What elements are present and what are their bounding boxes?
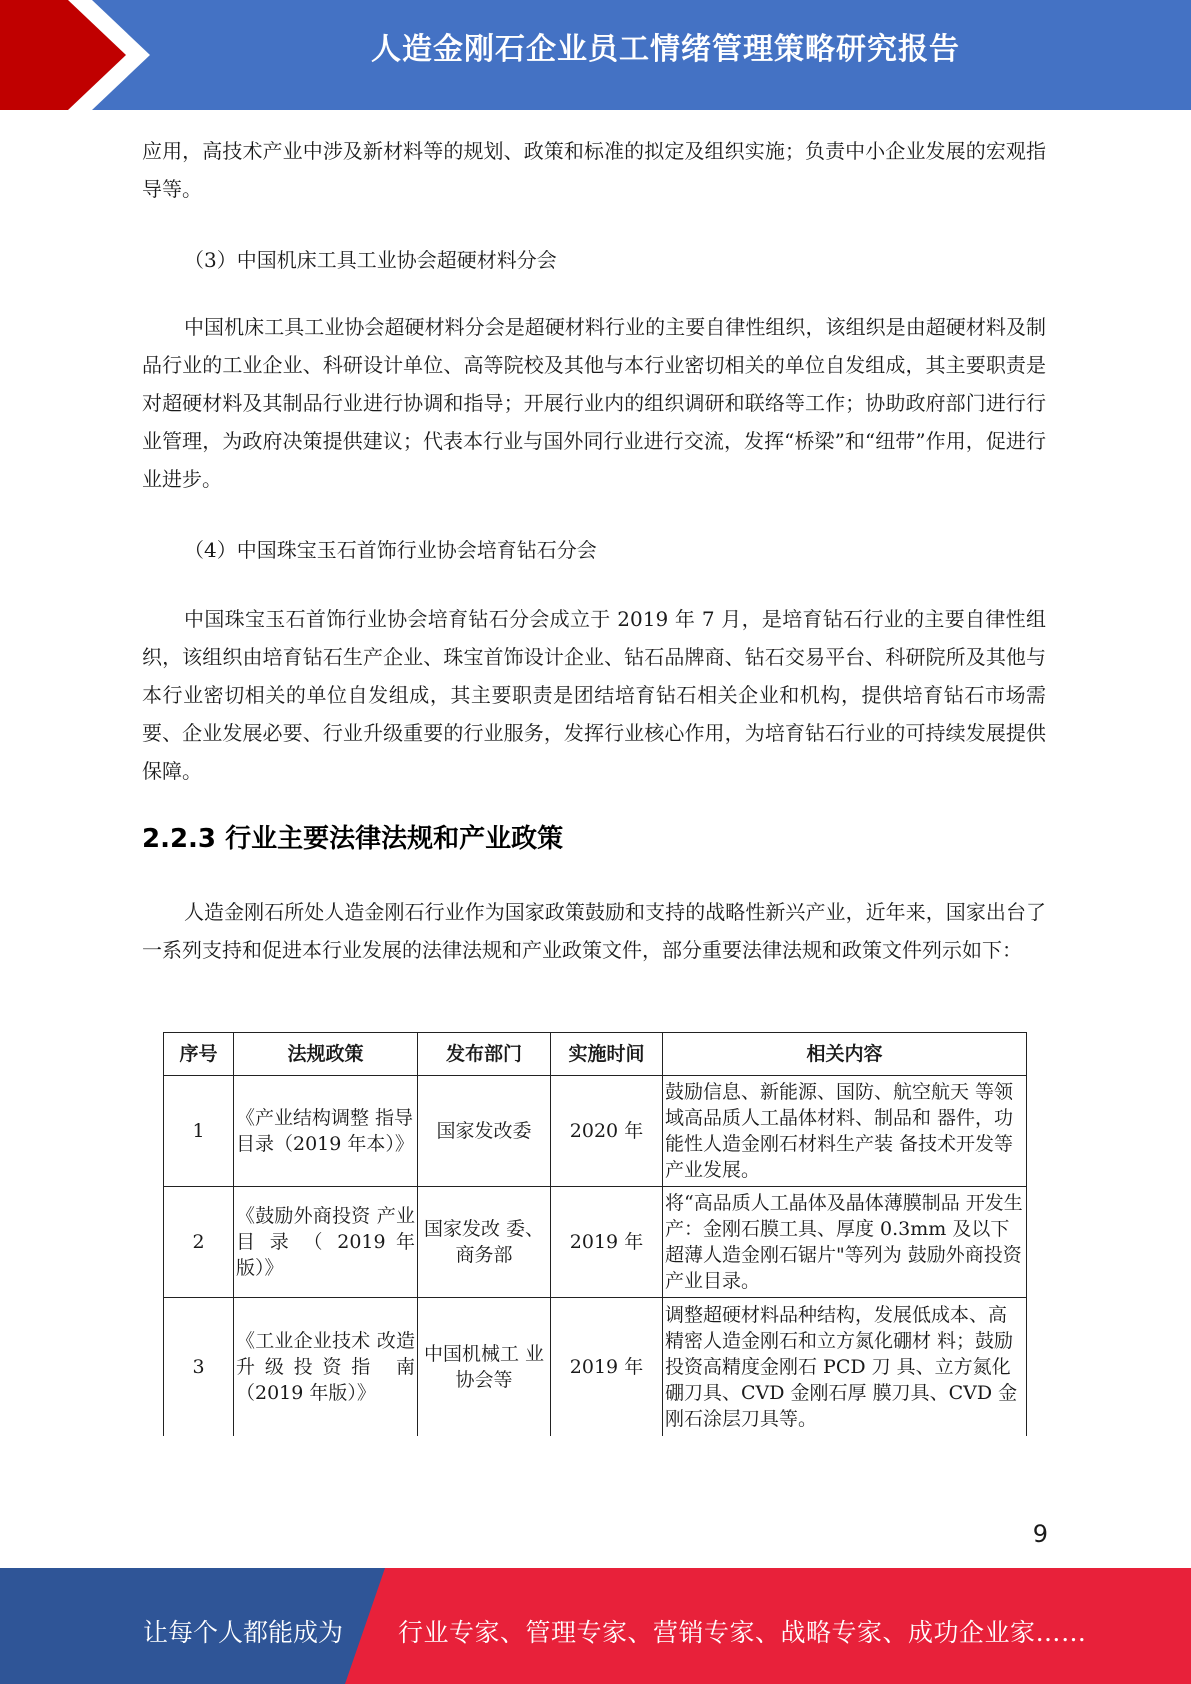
paragraph-2: 中国机床工具工业协会超硬材料分会是超硬材料行业的主要自律性组织，该组织是由超硬材料及制品行业的工业企业、科研设计单位、高等院校及其他与本行业密切相关的单位自发组成，其主要职责是对超硬材料及其制品行业进行协调和指导；开展行业内的组织调研和联络等工作；协助政府部门进行行业管理，为政府决策提供建议；代表本行业与国外同行业进行交流，发挥“桥梁”和“纽带”作用，促进行业进步。 bbox=[142, 315, 1046, 491]
page-header bbox=[0, 0, 1191, 110]
subheading-3-block bbox=[142, 241, 1046, 279]
subheading-3: （3）中国机床工具工业协会超硬材料分会 bbox=[184, 248, 557, 272]
table-header-row bbox=[164, 1033, 1027, 1076]
subheading-4: （4）中国珠宝玉石首饰行业协会培育钻石分会 bbox=[184, 538, 597, 562]
header-dept: 发布部门 bbox=[418, 1033, 551, 1076]
cell-date: 2019 年 bbox=[551, 1298, 663, 1436]
table-row bbox=[164, 1076, 1027, 1187]
cell-no: 2 bbox=[164, 1187, 234, 1298]
table-row bbox=[164, 1298, 1027, 1436]
paragraph-1: 应用，高技术产业中涉及新材料等的规划、政策和标准的拟定及组织实施；负责中小企业发展的宏观指导等。 bbox=[142, 139, 1046, 201]
page-number: 9 bbox=[1032, 1520, 1048, 1548]
cell-date: 2020 年 bbox=[551, 1076, 663, 1187]
section-title: 2.2.3 行业主要法律法规和产业政策 bbox=[142, 824, 564, 854]
cell-policy: 《工业企业技术 改造升级投资指 南（2019 年版）》 bbox=[234, 1298, 418, 1436]
report-title: 人造金刚石企业员工情绪管理策略研究报告 bbox=[371, 32, 960, 67]
cell-date: 2019 年 bbox=[551, 1187, 663, 1298]
header-content: 相关内容 bbox=[663, 1033, 1027, 1076]
cell-dept: 中国机械工 业协会等 bbox=[418, 1298, 551, 1436]
cell-no: 1 bbox=[164, 1076, 234, 1187]
header-date: 实施时间 bbox=[551, 1033, 663, 1076]
cell-content: 鼓励信息、新能源、国防、航空航天 等领域高品质人工晶体材料、制品和 器件，功能性人造金刚石材料生产装 备技术开发等产业发展。 bbox=[663, 1076, 1027, 1187]
policy-table bbox=[163, 1032, 1027, 1436]
header-no: 序号 bbox=[164, 1033, 234, 1076]
cell-policy: 《产业结构调整 指导目录（2019 年本）》 bbox=[234, 1076, 418, 1187]
paragraph-4: 人造金刚石所处人造金刚石行业作为国家政策鼓励和支持的战略性新兴产业，近年来，国家出台了一系列支持和促进本行业发展的法律法规和产业政策文件，部分重要法律法规和政策文件列示如下： bbox=[142, 900, 1046, 962]
paragraph-2-block bbox=[142, 308, 1046, 498]
footer-slogan-left: 让每个人都能成为 bbox=[143, 1618, 344, 1647]
cell-dept: 国家发改委 bbox=[418, 1076, 551, 1187]
subheading-4-block bbox=[142, 531, 1046, 569]
footer-slogan-right: 行业专家、管理专家、营销专家、战略专家、成功企业家…… bbox=[398, 1618, 1087, 1647]
paragraph-3-block bbox=[142, 600, 1046, 790]
paragraph-1-block bbox=[142, 132, 1046, 208]
paragraph-3: 中国珠宝玉石首饰行业协会培育钻石分会成立于 2019 年 7 月，是培育钻石行业的主要自律性组织，该组织由培育钻石生产企业、珠宝首饰设计企业、钻石品牌商、钻石交易平台、科研院所及其他与本行业密切相关的单位自发组成，其主要职责是团结培育钻石相关企业和机构，提供培育钻石市场需要、企业发展必要、行业升级重要的行业服务，发挥行业核心作用，为培育钻石行业的可持续发展提供保障。 bbox=[142, 607, 1046, 783]
cell-content: 调整超硬材料品种结构，发展低成本、高精密人造金刚石和立方氮化硼材 料；鼓励投资高精度金刚石 PCD 刀 具、立方氮化硼刀具、CVD 金刚石厚 膜刀具、CVD 金刚石涂层刀具等。 bbox=[663, 1298, 1027, 1436]
cell-content: 将“高品质人工晶体及晶体薄膜制品 开发生产：金刚石膜工具、厚度 0.3mm 及以下超薄人造金刚石锯片"等列为 鼓励外商投资产业目录。 bbox=[663, 1187, 1027, 1298]
header-policy: 法规政策 bbox=[234, 1033, 418, 1076]
table-row bbox=[164, 1187, 1027, 1298]
cell-no: 3 bbox=[164, 1298, 234, 1436]
paragraph-4-block bbox=[142, 893, 1046, 969]
header-arrow-decoration bbox=[0, 0, 150, 110]
cell-dept: 国家发改 委、商务部 bbox=[418, 1187, 551, 1298]
cell-policy: 《鼓励外商投资 产业 目 录 （ 2019 年版）》 bbox=[234, 1187, 418, 1298]
